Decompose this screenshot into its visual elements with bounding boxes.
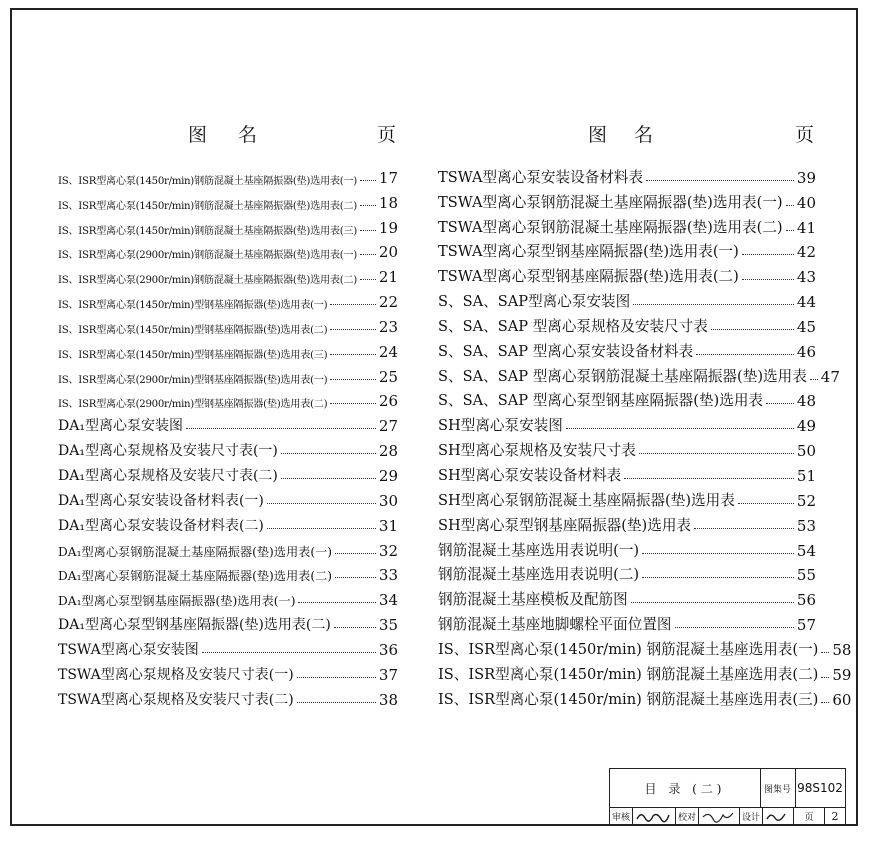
toc-leader-dots [742,279,794,280]
toc-entry [58,435,398,460]
toc-leader-dots [297,677,376,678]
toc-leader-dots [696,354,794,355]
toc-leader-dots [330,329,376,330]
toc-leader-dots [335,577,376,578]
design-label: 设计 [740,807,763,825]
toc-entry-page: 52 [796,491,816,510]
toc-entry [438,336,816,361]
toc-leader-dots [202,652,376,653]
toc-entry-page: 27 [378,417,398,436]
toc-leader-dots [297,702,376,703]
toc-leader-dots [711,329,794,330]
toc-entry [438,535,816,560]
toc-entry-page: 40 [796,193,816,212]
toc-entry-title: IS、ISR型离心泵(1450r/min)型钢基座隔振器(垫)选用表(一) [58,300,328,312]
toc-leader-dots [821,652,829,653]
toc-entry-page: 45 [796,317,816,336]
toc-entry-title: SH型离心泵规格及安装尺寸表 [438,442,636,460]
toc-leader-dots [186,428,376,429]
toc-entry [438,187,816,212]
toc-leader-dots [360,230,376,231]
toc-entry-title: DA₁型离心泵安装图 [58,418,183,435]
toc-left-column [58,120,398,709]
toc-entry-title: DA₁型离心泵钢筋混凝土基座隔振器(垫)选用表(一) [58,544,333,559]
toc-entry [58,286,398,311]
toc-leader-dots [330,304,376,305]
header-title-char: 图 [188,124,210,146]
toc-leader-dots [360,254,376,255]
toc-leader-dots [330,379,376,380]
toc-entry-page: 38 [378,690,398,709]
toc-entry [438,560,816,585]
toc-entry-page: 31 [378,516,398,535]
toc-entry-page: 21 [378,268,398,287]
page-number: 2 [831,809,839,823]
toc-entry-title: IS、ISR型离心泵(1450r/min) 钢筋混凝土基座选用表(一) [438,640,819,658]
toc-entry-page: 56 [796,591,816,610]
toc-entry [58,684,398,709]
toc-right-list [438,162,852,709]
toc-entry [58,386,398,411]
toc-leader-dots [334,627,376,628]
toc-entry-title: DA₁型离心泵规格及安装尺寸表(二) [58,467,278,484]
review-signature [633,807,676,825]
toc-entry [58,187,398,212]
signature-row [610,807,845,825]
toc-leader-dots [810,379,818,380]
toc-entry-page: 59 [832,665,852,684]
toc-entry [58,336,398,361]
toc-leader-dots [566,428,794,429]
toc-entry-title: IS、ISR型离心泵(1450r/min) 钢筋混凝土基座选用表(二) [438,665,819,683]
toc-entry [438,510,816,535]
drawing-title: 目 录 (二) [610,769,761,808]
check-label: 校对 [676,807,699,825]
toc-entry-page: 53 [796,516,816,535]
toc-entry-title: S、SA、SAP 型离心泵规格及安装尺寸表 [438,317,708,335]
toc-entry-title: DA₁型离心泵型钢基座隔振器(垫)选用表(二) [58,617,331,634]
toc-entry [58,162,398,187]
toc-entry-page: 25 [378,367,398,386]
toc-entry-page: 22 [378,293,398,312]
toc-entry [58,460,398,485]
toc-entry-page: 60 [832,690,852,709]
toc-entry-page: 28 [378,442,398,461]
toc-leader-dots [631,602,794,603]
toc-left-list [58,162,398,709]
toc-entry [438,460,816,485]
toc-leader-dots [267,528,376,529]
toc-entry-page: 46 [796,342,816,361]
toc-entry [58,510,398,535]
check-signature [699,807,740,825]
toc-entry [438,386,816,411]
toc-entry [438,435,816,460]
toc-leader-dots [330,403,376,404]
toc-entry-title: IS、ISR型离心泵(1450r/min) 钢筋混凝土基座选用表(三) [438,690,819,708]
toc-leader-dots [821,677,829,678]
toc-entry-page: 48 [796,392,816,411]
toc-entry-title: TSWA型离心泵型钢基座隔振器(垫)选用表(一) [438,243,739,261]
toc-entry-title: SH型离心泵型钢基座隔振器(垫)选用表 [438,516,692,534]
toc-entry-page: 36 [378,640,398,659]
toc-entry-title: 钢筋混凝土基座地脚螺栓平面位置图 [438,616,672,634]
toc-leader-dots [624,478,794,479]
toc-entry [438,410,816,435]
toc-entry-page: 58 [832,640,852,659]
toc-leader-dots [335,553,376,554]
toc-entry [58,634,398,659]
toc-entry-page: 34 [378,591,398,610]
toc-entry-page: 47 [820,367,840,386]
review-label: 审核 [610,807,633,825]
toc-entry [438,311,816,336]
title-block [609,768,846,826]
toc-entry-title: 钢筋混凝土基座选用表说明(一) [438,541,640,559]
toc-entry-page: 17 [378,168,398,187]
toc-entry [58,410,398,435]
toc-entry [58,311,398,336]
toc-entry-title: IS、ISR型离心泵(2900r/min)型钢基座隔振器(垫)选用表(二) [58,399,328,411]
toc-left-header [58,120,398,146]
header-title-char: 图 [588,124,610,146]
toc-entry-title: S、SA、SAP型离心泵安装图 [438,293,631,311]
toc-entry [58,535,398,560]
toc-entry [58,560,398,585]
toc-entry [438,659,852,684]
toc-entry-title: DA₁型离心泵安装设备材料表(一) [58,492,264,509]
toc-entry-page: 35 [378,616,398,635]
toc-entry-title: IS、ISR型离心泵(1450r/min)型钢基座隔振器(垫)选用表(三) [58,349,328,361]
header-page-char: 页 [794,124,816,146]
toc-entry-title: DA₁型离心泵钢筋混凝土基座隔振器(垫)选用表(二) [58,569,333,584]
toc-leader-dots [267,503,376,504]
header-name-char: 名 [238,124,260,146]
toc-entry-title: TSWA型离心泵型钢基座隔振器(垫)选用表(二) [438,268,739,286]
toc-leader-dots [742,254,794,255]
toc-entry-title: SH型离心泵安装设备材料表 [438,466,622,484]
design-signature [763,807,794,825]
toc-leader-dots [646,180,794,181]
toc-entry-page: 57 [796,616,816,635]
header-page-char: 页 [376,124,398,146]
toc-leader-dots [360,205,376,206]
toc-entry-title: IS、ISR型离心泵(1450r/min)钢筋混凝土基座隔振器(垫)选用表(二) [58,200,357,212]
toc-entry-title: TSWA型离心泵钢筋混凝土基座隔振器(垫)选用表(二) [438,218,783,236]
toc-entry-title: IS、ISR型离心泵(2900r/min)钢筋混凝土基座隔振器(垫)选用表(一) [58,250,357,262]
atlas-number: 98S102 [795,769,845,808]
toc-leader-dots [675,627,794,628]
toc-entry [58,212,398,237]
toc-entry-title: IS、ISR型离心泵(2900r/min)钢筋混凝土基座隔振器(垫)选用表(二) [58,275,357,287]
toc-right-header [438,120,816,146]
header-name-char: 名 [634,124,656,146]
toc-entry-title: SH型离心泵钢筋混凝土基座隔振器(垫)选用表 [438,491,735,509]
toc-entry-page: 41 [796,218,816,237]
toc-entry [438,485,816,510]
toc-entry [438,634,852,659]
toc-entry-page: 30 [378,491,398,510]
toc-leader-dots [281,453,376,454]
toc-entry-page: 20 [378,243,398,262]
toc-entry-title: S、SA、SAP 型离心泵安装设备材料表 [438,342,694,360]
toc-entry-page: 33 [378,566,398,585]
toc-leader-dots [694,528,794,529]
toc-entry-title: DA₁型离心泵规格及安装尺寸表(一) [58,443,278,460]
toc-entry [58,237,398,262]
toc-entry-page: 19 [378,218,398,237]
toc-entry-title: TSWA型离心泵安装设备材料表 [438,168,644,186]
toc-entry [438,237,816,262]
toc-leader-dots [821,702,829,703]
toc-entry [438,609,816,634]
toc-leader-dots [633,304,794,305]
toc-entry-title: TSWA型离心泵安装图 [58,641,199,658]
toc-entry-page: 54 [796,541,816,560]
toc-entry [58,361,398,386]
toc-leader-dots [738,503,794,504]
toc-entry-page: 39 [796,168,816,187]
toc-entry [58,261,398,286]
toc-entry-page: 55 [796,566,816,585]
toc-entry-page: 26 [378,392,398,411]
toc-entry-title: S、SA、SAP 型离心泵型钢基座隔振器(垫)选用表 [438,392,764,410]
toc-leader-dots [766,403,794,404]
toc-entry-title: IS、ISR型离心泵(1450r/min)钢筋混凝土基座隔振器(垫)选用表(一) [58,175,357,187]
toc-entry-title: 钢筋混凝土基座模板及配筋图 [438,591,628,609]
toc-entry-page: 29 [378,466,398,485]
toc-entry-title: IS、ISR型离心泵(2900r/min)型钢基座隔振器(垫)选用表(一) [58,374,328,386]
toc-entry-page: 18 [378,193,398,212]
toc-entry-title: DA₁型离心泵安装设备材料表(二) [58,517,264,534]
page-label: 页 [794,807,825,825]
toc-leader-dots [642,553,794,554]
toc-leader-dots [360,279,376,280]
toc-entry-page: 23 [378,317,398,336]
toc-entry [438,212,816,237]
toc-leader-dots [639,453,794,454]
toc-entry-page: 49 [796,417,816,436]
toc-entry-title: TSWA型离心泵规格及安装尺寸表(二) [58,691,294,708]
toc-entry-title: IS、ISR型离心泵(1450r/min)钢筋混凝土基座隔振器(垫)选用表(三) [58,225,357,237]
toc-entry [438,286,816,311]
atlas-label: 图集号 [760,769,796,808]
toc-entry-title: SH型离心泵安装图 [438,417,563,435]
toc-entry-title: DA₁型离心泵型钢基座隔振器(垫)选用表(一) [58,594,296,609]
toc-leader-dots [786,205,794,206]
toc-right-column [438,120,852,709]
toc-entry [58,485,398,510]
toc-entry [438,584,816,609]
toc-leader-dots [281,478,376,479]
toc-entry-title: 钢筋混凝土基座选用表说明(二) [438,566,640,584]
toc-entry [58,659,398,684]
toc-entry-page: 43 [796,268,816,287]
toc-entry [438,361,840,386]
toc-entry-page: 51 [796,466,816,485]
toc-entry-page: 50 [796,442,816,461]
toc-entry-page: 42 [796,243,816,262]
toc-entry [58,609,398,634]
toc-entry-title: IS、ISR型离心泵(1450r/min)型钢基座隔振器(垫)选用表(二) [58,324,328,336]
toc-entry-page: 32 [378,541,398,560]
toc-leader-dots [786,230,794,231]
toc-leader-dots [330,354,376,355]
toc-entry [58,584,398,609]
toc-entry-title: TSWA型离心泵规格及安装尺寸表(一) [58,666,294,683]
toc-entry-title: S、SA、SAP 型离心泵钢筋混凝土基座隔振器(垫)选用表 [438,367,807,385]
toc-leader-dots [298,602,375,603]
toc-entry-page: 24 [378,342,398,361]
toc-entry [438,261,816,286]
toc-entry [438,684,852,709]
toc-entry-page: 44 [796,293,816,312]
toc-entry [438,162,816,187]
toc-entry-page: 37 [378,665,398,684]
toc-leader-dots [642,577,794,578]
toc-entry-title: TSWA型离心泵钢筋混凝土基座隔振器(垫)选用表(一) [438,193,783,211]
toc-leader-dots [360,180,376,181]
